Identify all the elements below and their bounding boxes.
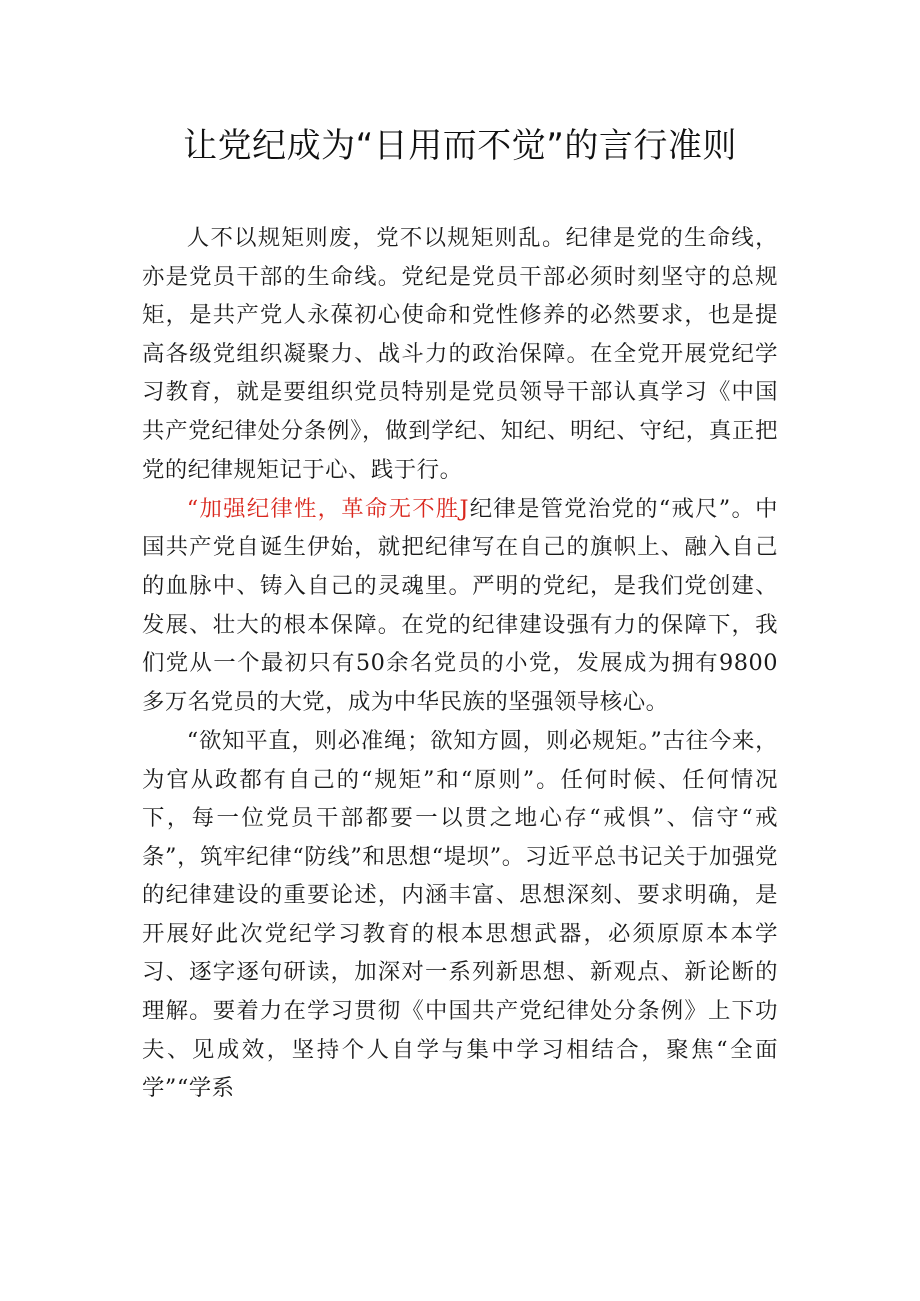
paragraph-2-highlight-quote: “加强纪律性，革命无不胜J (186, 495, 469, 522)
paragraph-1 (142, 219, 778, 489)
document-body (142, 219, 778, 1108)
paragraph-3-text: “欲知平直，则必准绳；欲知方圆，则必规矩。”古往今来，为官从政都有自己的“规矩”和“原则”。任何时候、任何情况下，每一位党员干部都要一以贯之地心存“戒惧”、信守“戒条”，筑牢纪律“防线”和思想“堤坝”。习近平总书记关于加强党的纪律建设的重要论述，内涵丰富、思想深刻、要求明确，是开展好此次党纪学习教育的根本思想武器，必须原原本本学习、逐字逐句研读，加深对一系列新思想、新观点、新论断的理解。要着力在学习贯彻《中国共产党纪律处分条例》上下功夫、见成效，坚持个人自学与集中学习相结合，聚焦“全面学”“学系 (142, 727, 778, 1102)
document-title: 让党纪成为“日用而不觉”的言行准则 (183, 126, 737, 166)
paragraph-1-text: 人不以规矩则废，党不以规矩则乱。纪律是党的生命线，亦是党员干部的生命线。党纪是党员干部必须时刻坚守的总规矩，是共产党人永葆初心使命和党性修养的必然要求，也是提高各级党组织凝聚力、战斗力的政治保障。在全党开展党纪学习教育，就是要组织党员特别是党员领导干部认真学习《中国共产党纪律处分条例》，做到学纪、知纪、明纪、守纪，真正把党的纪律规矩记于心、践于行。 (142, 225, 778, 483)
paragraph-3 (142, 722, 778, 1108)
paragraph-2 (142, 490, 778, 722)
paragraph-2-text: 纪律是管党治党的“戒尺”。中国共产党自诞生伊始，就把纪律写在自己的旗帜上、融入自己的血脉中、铸入自己的灵魂里。严明的党纪，是我们党创建、发展、壮大的根本保障。在党的纪律建设强有力的保障下，我们党从一个最初只有50余名党员的小党，发展成为拥有9800多万名党员的大党，成为中华民族的坚强领导核心。 (142, 495, 778, 715)
